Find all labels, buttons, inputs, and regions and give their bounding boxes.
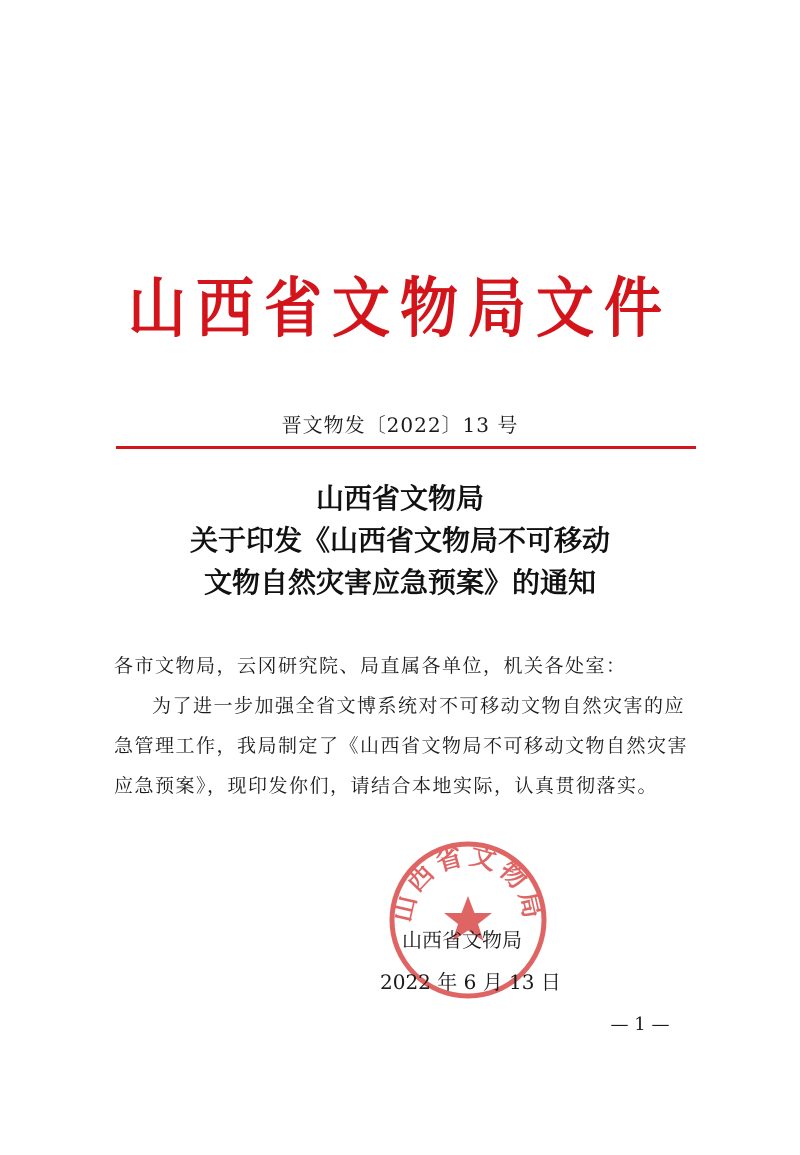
body-paragraph: 为了进一步加强全省文博系统对不可移动文物自然灾害的应急管理工作，我局制定了《山西省文物局不可移动文物自然灾害应急预案》，现印发你们，请结合本地实际，认真贯彻落实。 [114, 695, 689, 797]
document-body [114, 646, 704, 806]
page-number: — 1 — [610, 1014, 670, 1035]
document-title [0, 478, 800, 604]
addressee-line: 各市文物局，云冈研究院、局直属各单位，机关各处室： [114, 655, 627, 677]
document-title-line-3: 文物自然灾害应急预案》的通知 [203, 566, 596, 599]
signing-organization: 山西省文物局 [402, 928, 522, 952]
document-title-line-2: 关于印发《山西省文物局不可移动 [189, 524, 610, 557]
signing-date: 2022 年 6 月 13 日 [380, 970, 561, 994]
document-number: 晋文物发〔2022〕13 号 [281, 413, 519, 437]
seal-text: 山西省文物局 [387, 841, 549, 925]
red-separator-line [116, 446, 696, 449]
document-title-line-1: 山西省文物局 [315, 482, 484, 515]
header-title: 山西省文物局文件 [127, 269, 672, 347]
